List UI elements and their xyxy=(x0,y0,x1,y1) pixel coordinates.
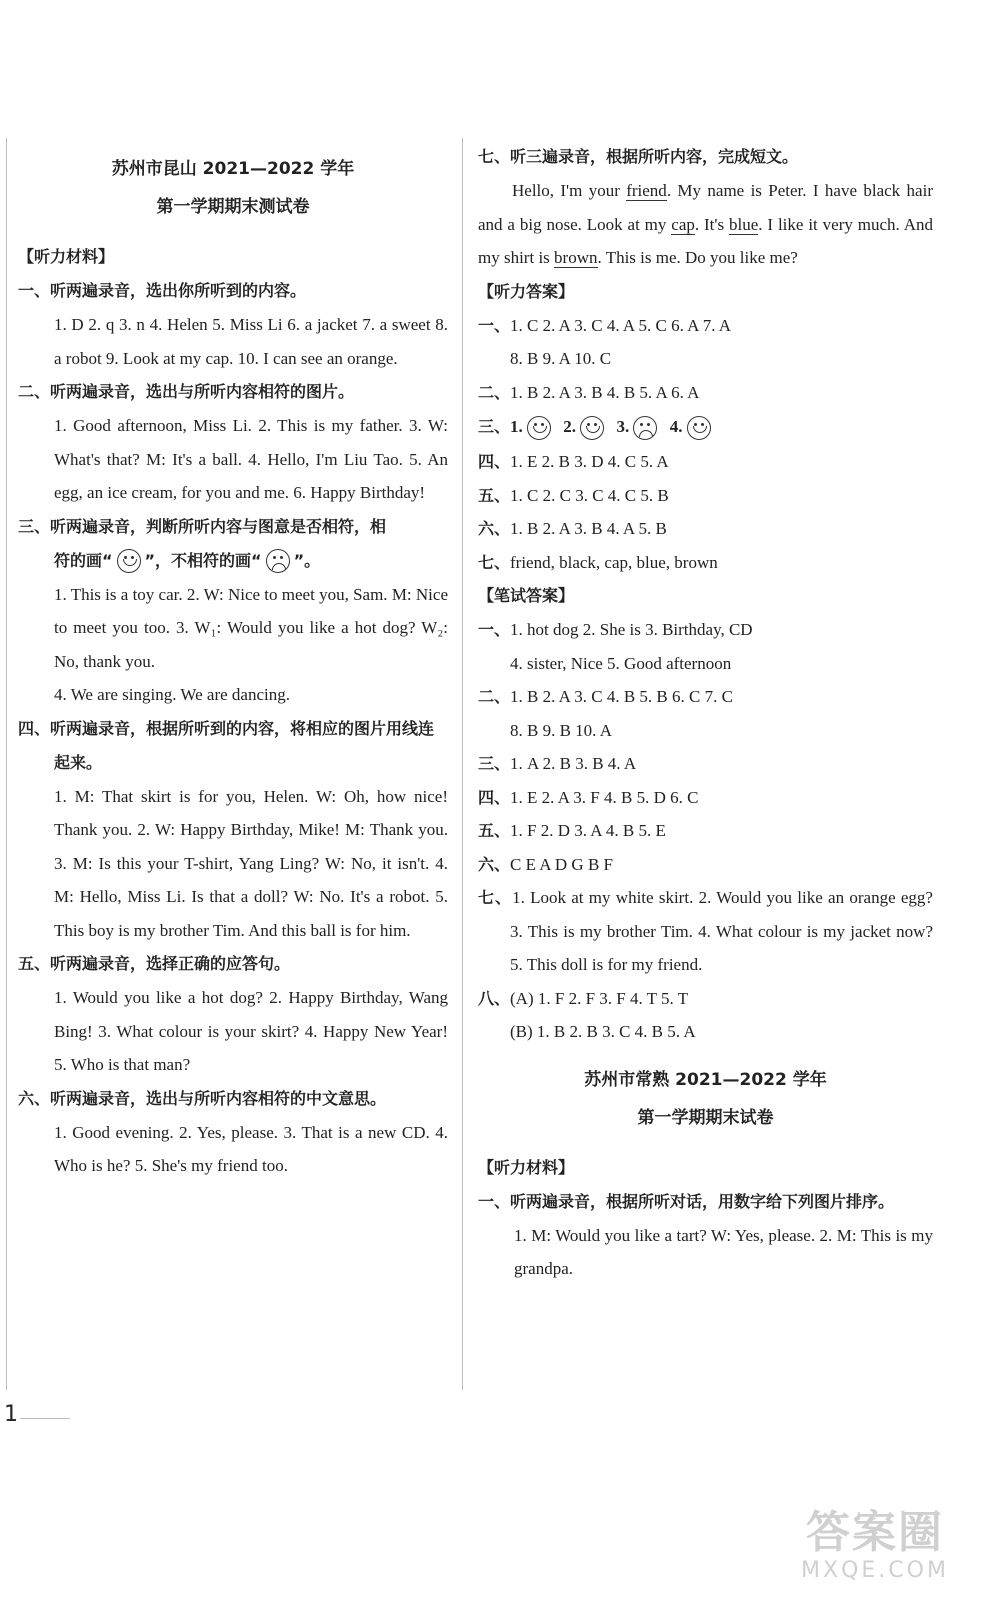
answer-text: (B) 1. B 2. B 3. C 4. B 5. A xyxy=(510,1022,696,1041)
wa-row-8 xyxy=(478,848,933,882)
question-6-body: 1. Good evening. 2. Yes, please. 3. That is a new CD. 4. Who is he? 5. She's my friend too. xyxy=(54,1122,448,1175)
question-3-title xyxy=(18,510,448,578)
smile-face-icon xyxy=(117,549,141,573)
sad-face-icon xyxy=(633,416,657,440)
question-3-body: 1. This is a toy car. 2. W: Nice to meet you, Sam. M: Nice to meet you too. 3. W₁: Would you like a hot dog? W₂: No, thank you. xyxy=(54,584,448,671)
answer-label: 五、 xyxy=(478,821,511,840)
answer-num: 4. xyxy=(669,417,683,436)
wa-row-1 xyxy=(478,613,933,647)
answer-label: 八、 xyxy=(478,988,511,1008)
answer-text: 1. E 2. A 3. F 4. B 5. D 6. C xyxy=(510,787,699,807)
exam-title-kunshan: 苏州市昆山 2021—2022 学年 xyxy=(111,159,355,179)
answer-text: 1. E 2. B 3. D 4. C 5. A xyxy=(510,452,669,471)
question-6-title: 六、听两遍录音，选出与所听内容相符的中文意思。 xyxy=(18,1088,387,1108)
answer-text: 4. sister, Nice 5. Good afternoon xyxy=(510,653,732,673)
answer-label: 四、 xyxy=(478,787,511,807)
watermark-text: 答案圈 xyxy=(806,1507,944,1558)
answer-label: 三、 xyxy=(478,754,511,773)
answer-label: 一、 xyxy=(478,620,511,639)
question-1-title: 一、听两遍录音，选出你所听到的内容。 xyxy=(18,281,307,300)
wa-row-5 xyxy=(478,747,933,781)
left-margin-rule xyxy=(6,138,7,1390)
question-5-body: 1. Would you like a hot dog? 2. Happy Birthday, Wang Bing! 3. What colour is your skirt? 4. Happy New Year! 5. Who is that man? xyxy=(54,988,448,1074)
question-4-title: 四、听两遍录音，根据所听到的内容，将相应的图片用线连起来。 xyxy=(18,718,435,772)
la-row-2 xyxy=(478,342,933,376)
smile-face-icon xyxy=(687,416,711,440)
watermark-logo xyxy=(770,1508,980,1588)
page-number: 1 xyxy=(4,1402,18,1427)
la-row-6 xyxy=(478,512,933,546)
answer-text: 1. Look at my white skirt. 2. Would you like an orange egg? 3. This is my brother Tim. 4. What colour is my jacket now? 5. This doll is for my friend. xyxy=(510,888,933,974)
la-row-faces xyxy=(478,409,933,445)
question-3-body-2: 4. We are singing. We are dancing. xyxy=(54,685,290,704)
question-7-passage xyxy=(478,174,933,275)
wa-row-7 xyxy=(478,814,933,848)
page-number-rule xyxy=(20,1418,70,1419)
question-1-body: 1. D 2. q 3. n 4. Helen 5. Miss Li 6. a jacket 7. a sweet 8. a robot 9. Look at my cap. 10. I can see an orange. xyxy=(54,315,448,368)
answer-friend: friend xyxy=(626,181,667,200)
answer-text: friend, black, cap, blue, brown xyxy=(510,552,718,572)
exam-title-changshu: 苏州市常熟 2021—2022 学年 xyxy=(584,1069,827,1090)
smile-face-icon xyxy=(580,416,604,440)
la-row-4 xyxy=(478,445,933,479)
passage-text: . This is me. Do you like me? xyxy=(597,248,798,267)
answer-text: 1. B 2. A 3. B 4. B 5. A 6. A xyxy=(510,382,700,402)
answer-text: 8. B 9. B 10. A xyxy=(510,720,613,740)
answer-text: 1. B 2. A 3. B 4. A 5. B xyxy=(510,519,667,538)
answer-text: 1. A 2. B 3. B 4. A xyxy=(510,754,637,773)
question-2-title: 二、听两遍录音，选出与所听内容相符的图片。 xyxy=(18,382,355,401)
passage-text: . I like it very much. And my shirt is xyxy=(478,214,933,267)
section-listening-material-2: 【听力材料】 xyxy=(478,1157,575,1177)
question-2-body: 1. Good afternoon, Miss Li. 2. This is my father. 3. W: What's that? M: It's a ball. 4. Hello, I'm Liu Tao. 5. An egg, an ice cream, for you and me. 6. Happy Birthday! xyxy=(54,416,448,502)
question-7-title: 七、听三遍录音，根据所听内容，完成短文。 xyxy=(478,147,799,166)
answer-label: 七、 xyxy=(478,552,511,572)
la-row-1 xyxy=(478,309,933,343)
wa-row-4 xyxy=(478,714,933,748)
smile-face-icon xyxy=(527,416,551,440)
answer-label: 二、 xyxy=(478,382,511,402)
passage-text: Hello, I'm your xyxy=(512,181,627,200)
answer-label: 五、 xyxy=(478,485,511,505)
answer-label: 四、 xyxy=(478,452,511,471)
exam-subtitle-changshu: 第一学期期末试卷 xyxy=(637,1107,774,1128)
answer-cap: cap xyxy=(671,214,695,234)
question-3-title-a: 三、听两遍录音，判断所听内容与图意是否相符，相 xyxy=(18,516,387,536)
section-written-answers: 【笔试答案】 xyxy=(478,586,575,605)
left-column xyxy=(18,150,448,1183)
answer-text: 1. C 2. A 3. C 4. A 5. C 6. A 7. A xyxy=(510,315,732,335)
exam-subtitle-kunshan: 第一学期期末测试卷 xyxy=(156,197,310,217)
wa-row-11 xyxy=(478,1015,933,1049)
answer-label: 三、 xyxy=(478,417,511,436)
question-4-body: 1. M: That skirt is for you, Helen. W: Oh, how nice! Thank you. 2. W: Happy Birthday, Mike! M: Thank you. 3. M: Is this your T-shirt, Yang Ling? W: No, it isn't. 4. M: Hello, Miss Li. Is that a doll? W: No. It's a robot. 5. This boy is my brother Tim. And this ball is for him. xyxy=(54,786,448,940)
answer-label: 七、 xyxy=(478,888,513,907)
question-5-title: 五、听两遍录音，选择正确的应答句。 xyxy=(18,954,291,973)
changshu-question-1-title: 一、听两遍录音，根据所听对话，用数字给下列图片排序。 xyxy=(478,1191,895,1211)
answer-text: 8. B 9. A 10. C xyxy=(510,349,612,368)
answer-text: (A) 1. F 2. F 3. F 4. T 5. T xyxy=(510,988,689,1008)
answer-label: 六、 xyxy=(478,519,511,538)
changshu-question-1-body: 1. M: Would you like a tart? W: Yes, please. 2. M: This is my grandpa. xyxy=(514,1225,933,1278)
watermark-url: MXQE.COM xyxy=(801,1558,949,1583)
passage-text: . It's xyxy=(694,214,729,234)
wa-row-9 xyxy=(478,881,933,982)
answer-brown: brown xyxy=(554,248,598,267)
answer-text: 1. F 2. D 3. A 4. B 5. E xyxy=(510,821,666,840)
la-row-3 xyxy=(478,376,933,410)
answer-text: C E A D G B F xyxy=(510,854,613,874)
answer-text: 1. hot dog 2. She is 3. Birthday, CD xyxy=(510,620,753,639)
answer-text: 1. B 2. A 3. C 4. B 5. B 6. C 7. C xyxy=(510,687,733,706)
wa-row-3 xyxy=(478,680,933,714)
answer-blue: blue xyxy=(728,214,759,234)
answer-num: 2. xyxy=(563,417,577,436)
wa-row-2 xyxy=(478,647,933,681)
section-listening-answers: 【听力答案】 xyxy=(478,281,575,301)
answer-num: 1. xyxy=(510,417,523,436)
la-row-5 xyxy=(478,479,933,513)
answer-label: 六、 xyxy=(478,854,511,874)
wa-row-6 xyxy=(478,781,933,815)
column-divider xyxy=(462,138,463,1390)
wa-row-10 xyxy=(478,982,933,1016)
answer-label: 一、 xyxy=(478,315,511,335)
passage-text: . My name is Peter. I have black hair and a big nose. Look at my xyxy=(478,181,933,234)
answer-num: 3. xyxy=(616,417,630,436)
question-3-title-b3: ”。 xyxy=(293,550,321,570)
right-column xyxy=(478,140,933,1286)
answer-label: 二、 xyxy=(478,687,511,706)
sad-face-icon xyxy=(266,549,290,573)
question-3-title-b2: ”，不相符的画“ xyxy=(144,550,262,570)
question-3-title-b1: 符的画“ xyxy=(54,550,113,570)
section-listening-material: 【听力材料】 xyxy=(18,247,115,266)
answer-text: 1. C 2. C 3. C 4. C 5. B xyxy=(510,485,669,505)
la-row-7 xyxy=(478,546,933,580)
